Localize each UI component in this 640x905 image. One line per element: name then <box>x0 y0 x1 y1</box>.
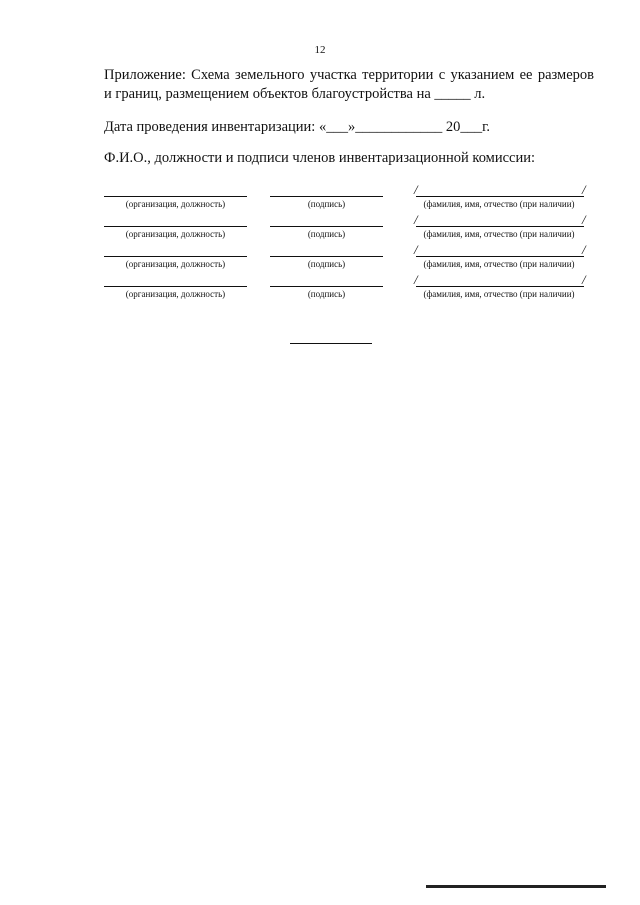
signature-caption: (подпись) <box>307 229 346 239</box>
section-divider <box>290 343 372 344</box>
organization-caption: (организация, должность) <box>125 199 226 209</box>
organization-caption: (организация, должность) <box>125 259 226 269</box>
signature-row <box>0 242 640 275</box>
name-slash-left: / <box>414 182 418 197</box>
organization-caption: (организация, должность) <box>125 289 226 299</box>
full-name-caption: (фамилия, имя, отчество (при наличии) <box>423 229 575 239</box>
organization-line <box>104 226 247 227</box>
name-slash-right: / <box>582 182 586 197</box>
organization-caption: (организация, должность) <box>125 229 226 239</box>
name-slash-left: / <box>414 212 418 227</box>
name-slash-right: / <box>582 212 586 227</box>
full-name-line <box>416 286 584 287</box>
commission-heading: Ф.И.О., должности и подписи членов инвентаризационной комиссии: <box>104 150 536 166</box>
organization-line <box>104 286 247 287</box>
signature-row <box>0 272 640 305</box>
footer-bar <box>426 885 606 888</box>
name-slash-right: / <box>582 242 586 257</box>
name-slash-left: / <box>414 242 418 257</box>
signature-line <box>270 226 383 227</box>
signature-line <box>270 196 383 197</box>
name-slash-right: / <box>582 272 586 287</box>
signature-line <box>270 286 383 287</box>
page-number: 12 <box>314 44 326 56</box>
appendix-statement <box>104 66 594 104</box>
signature-caption: (подпись) <box>307 259 346 269</box>
full-name-caption: (фамилия, имя, отчество (при наличии) <box>423 199 575 209</box>
inventory-date-line: Дата проведения инвентаризации: «___»____________ 20___г. <box>104 119 491 135</box>
signature-row <box>0 182 640 215</box>
full-name-caption: (фамилия, имя, отчество (при наличии) <box>423 259 575 269</box>
full-name-line <box>416 256 584 257</box>
organization-line <box>104 196 247 197</box>
signature-caption: (подпись) <box>307 289 346 299</box>
name-slash-left: / <box>414 272 418 287</box>
full-name-caption: (фамилия, имя, отчество (при наличии) <box>423 289 575 299</box>
signature-row <box>0 212 640 245</box>
full-name-line <box>416 226 584 227</box>
signature-caption: (подпись) <box>307 199 346 209</box>
full-name-line <box>416 196 584 197</box>
organization-line <box>104 256 247 257</box>
appendix-line-2: и границ, размещением объектов благоустройства на _____ л. <box>104 86 486 102</box>
appendix-line-1: Приложение: Схема земельного участка территории с указанием ее размеров <box>104 67 594 83</box>
signature-line <box>270 256 383 257</box>
